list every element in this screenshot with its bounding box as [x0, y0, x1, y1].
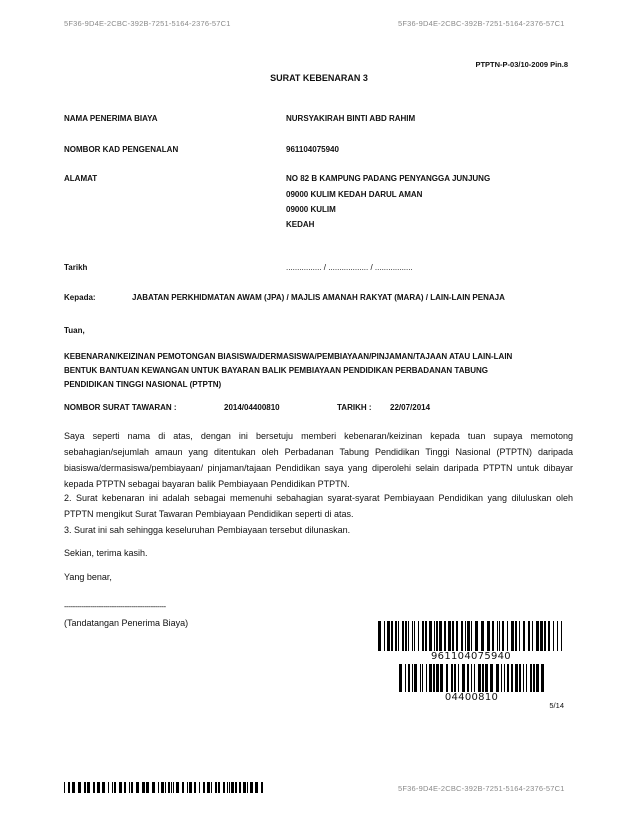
barcode-bar — [152, 782, 155, 793]
barcode-bar — [247, 782, 248, 793]
barcode-bar — [72, 782, 75, 793]
barcode-bar — [511, 621, 514, 651]
form-reference: PTPTN-P-03/10-2009 Pin.8 — [475, 60, 568, 69]
recipient-name-label: NAMA PENERIMA BIAYA — [64, 114, 158, 123]
barcode-bar — [528, 621, 530, 651]
barcode-bar — [398, 621, 399, 651]
barcode-bar — [490, 664, 493, 692]
barcode-bar — [501, 664, 502, 692]
barcode-bar — [391, 621, 393, 651]
kepada-label: Kepada: — [64, 293, 96, 302]
barcode-bar — [444, 621, 446, 651]
offer-barcode — [399, 664, 544, 692]
barcode-bar — [255, 782, 258, 793]
paragraph-2: 2. Surat kebenaran ini adalah sebagai memenuhi sebahagian syarat-syarat Pembiayaan Pendidikan yang diluluskan oleh PTPTN mengikut Surat Tawaran Pembiayaan Pendidikan seperti di atas. — [64, 493, 573, 519]
barcode-bar — [203, 782, 205, 793]
barcode-bar — [399, 664, 402, 692]
ic-number-value: 961104075940 — [286, 145, 339, 154]
barcode-bar — [112, 782, 113, 793]
barcode-bar — [511, 664, 513, 692]
signature-line: ----------------------------------------------- — [64, 602, 166, 611]
barcode-bar — [64, 782, 65, 793]
barcode-bar — [515, 621, 517, 651]
barcode-bar — [243, 782, 246, 793]
barcode-bar — [557, 621, 558, 651]
barcode-bar — [502, 621, 504, 651]
barcode-bar — [507, 664, 509, 692]
barcode-bar — [194, 782, 196, 793]
barcode-bar — [561, 621, 562, 651]
barcode-bar — [229, 782, 230, 793]
barcode-bar — [456, 621, 458, 651]
barcode-bar — [78, 782, 81, 793]
barcode-bar — [412, 621, 413, 651]
barcode-bar — [250, 782, 253, 793]
barcode-bar — [239, 782, 241, 793]
address-label: ALAMAT — [64, 174, 98, 183]
address-line-2: 09000 KULIM KEDAH DARUL AMAN — [286, 190, 423, 199]
barcode-bar — [108, 782, 109, 793]
barcode-bar — [119, 782, 122, 793]
barcode-bar — [519, 621, 520, 651]
closing-thanks: Sekian, terima kasih. — [64, 548, 148, 558]
subject-line-2: BENTUK BANTUAN KEWANGAN UNTUK BAYARAN BALIK PEMBIAYAAN PENDIDIKAN PERBADANAN TABUNG — [64, 366, 489, 375]
signature-label: (Tandatangan Penerima Biaya) — [64, 618, 189, 628]
barcode-bar — [496, 664, 499, 692]
barcode-bar — [436, 621, 438, 651]
barcode-bar — [223, 782, 225, 793]
barcode-bar — [492, 621, 494, 651]
paragraph-3: 3. Surat ini sah sehingga keseluruhan Pembiayaan tersebut dilunaskan. — [64, 525, 351, 535]
barcode-bar — [507, 621, 508, 651]
barcode-bar — [541, 664, 544, 692]
offer-date-value: 22/07/2014 — [390, 403, 431, 412]
closing-regards: Yang benar, — [64, 572, 112, 582]
barcode-bar — [84, 782, 86, 793]
address-line-3: 09000 KULIM — [286, 205, 336, 214]
barcode-bar — [448, 621, 451, 651]
barcode-bar — [165, 782, 166, 793]
barcode-bar — [182, 782, 184, 793]
page-title: SURAT KEBENARAN 3 — [270, 73, 368, 83]
barcode-bar — [261, 782, 263, 793]
barcode-bar — [146, 782, 149, 793]
barcode-bar — [467, 621, 470, 651]
barcode-bar — [429, 621, 432, 651]
barcode-bar — [425, 621, 427, 651]
barcode-bar — [422, 664, 423, 692]
barcode-bar — [199, 782, 200, 793]
barcode-bar — [384, 621, 385, 651]
barcode-bar — [218, 782, 220, 793]
barcode-bar — [451, 664, 453, 692]
barcode-bar — [548, 621, 550, 651]
date-value-blank: ................ / .................. / ................. — [286, 263, 413, 272]
barcode-bar — [114, 782, 116, 793]
barcode-bar — [412, 664, 413, 692]
salutation: Tuan, — [64, 326, 85, 335]
barcode-bar — [482, 664, 484, 692]
barcode-bar — [475, 621, 478, 651]
barcode-bar — [378, 621, 381, 651]
barcode-bar — [471, 621, 472, 651]
barcode-bar — [429, 664, 432, 692]
ic-barcode-text: 961104075940 — [431, 651, 511, 662]
barcode-bar — [519, 664, 521, 692]
subject-line-3: PENDIDIKAN TINGGI NASIONAL (PTPTN) — [64, 380, 222, 389]
barcode-bar — [405, 664, 406, 692]
barcode-bar — [530, 664, 532, 692]
barcode-bar — [461, 621, 463, 651]
barcode-bar — [504, 664, 505, 692]
barcode-bar — [433, 664, 435, 692]
barcode-bar — [544, 621, 546, 651]
barcode-bar — [187, 782, 188, 793]
barcode-bar — [215, 782, 217, 793]
barcode-bar — [158, 782, 159, 793]
barcode-bar — [211, 782, 212, 793]
paragraph-1: Saya seperti nama di atas, dengan ini bersetuju memberi kebenaran/keizinan kepada tuan supaya memotong sebahagian/sejumlah amaun yang ditentukan oleh Perbadanan Tabung Pendidikan Tinggi Nasional (PTPTN) daripada biasiswa/dermasiswa/pembiayaan/ pinjaman/tajaan Pendidikan saya yang diperolehi selain daripada PTPTN untuk dibayar kepada PTPTN sebagai bayaran balik Pembiayaan Pendidikan PTPTN. — [64, 431, 573, 489]
barcode-bar — [408, 664, 410, 692]
barcode-bar — [231, 782, 234, 793]
barcode-bar — [439, 621, 442, 651]
barcode-bar — [481, 621, 484, 651]
barcode-bar — [426, 664, 427, 692]
offer-number-label: NOMBOR SURAT TAWARAN : — [64, 403, 177, 412]
barcode-bar — [207, 782, 210, 793]
barcode-bar — [142, 782, 145, 793]
barcode-bar — [536, 621, 539, 651]
barcode-bar — [446, 664, 448, 692]
barcode-bar — [474, 664, 475, 692]
barcode-bar — [458, 664, 459, 692]
barcode-bar — [422, 621, 424, 651]
barcode-bar — [467, 664, 469, 692]
barcode-bar — [414, 664, 417, 692]
barcode-bar — [87, 782, 90, 793]
barcode-bar — [129, 782, 130, 793]
ic-barcode — [378, 621, 564, 651]
barcode-bar — [478, 664, 481, 692]
barcode-bar — [487, 621, 490, 651]
barcode-bar — [168, 782, 170, 793]
barcode-bar — [452, 621, 454, 651]
barcode-bar — [553, 621, 554, 651]
barcode-bar — [471, 664, 472, 692]
document-code-left: 5F36-9D4E-2CBC-392B-7251-5164-2376-57C1 — [64, 19, 231, 28]
date-label: Tarikh — [64, 263, 88, 272]
barcode-bar — [515, 664, 518, 692]
kepada-value: JABATAN PERKHIDMATAN AWAM (JPA) / MAJLIS AMANAH RAKYAT (MARA) / LAIN-LAIN PENAJA — [132, 293, 505, 302]
page-number: 5/14 — [549, 701, 564, 710]
barcode-bar — [414, 621, 415, 651]
barcode-bar — [436, 664, 439, 692]
barcode-bar — [454, 664, 456, 692]
footer-barcode — [64, 782, 264, 793]
barcode-bar — [189, 782, 192, 793]
barcode-bar — [124, 782, 126, 793]
barcode-bar — [499, 621, 500, 651]
barcode-bar — [434, 621, 435, 651]
footer-document-code: 5F36-9D4E-2CBC-392B-7251-5164-2376-57C1 — [398, 784, 565, 793]
barcode-bar — [93, 782, 95, 793]
barcode-bar — [176, 782, 179, 793]
barcode-bar — [536, 664, 539, 692]
barcode-bar — [402, 621, 404, 651]
barcode-bar — [102, 782, 105, 793]
offer-number-value: 2014/04400810 — [224, 403, 280, 412]
recipient-name-value: NURSYAKIRAH BINTI ABD RAHIM — [286, 114, 416, 123]
subject-line-1: KEBENARAN/KEIZINAN PEMOTONGAN BIASISWA/DERMASISWA/PEMBIAYAAN/PINJAMAN/TAJAAN ATAU LAIN-LAIN — [64, 352, 513, 361]
barcode-bar — [387, 621, 390, 651]
letter-subject — [64, 350, 584, 392]
barcode-bar — [131, 782, 133, 793]
address-line-4: KEDAH — [286, 220, 315, 229]
barcode-bar — [418, 621, 419, 651]
barcode-bar — [440, 664, 443, 692]
offer-date-label: TARIKH : — [337, 403, 372, 412]
barcode-bar — [235, 782, 237, 793]
barcode-bar — [497, 621, 498, 651]
barcode-bar — [540, 621, 543, 651]
barcode-bar — [227, 782, 228, 793]
barcode-bar — [465, 621, 466, 651]
barcode-bar — [420, 664, 421, 692]
document-code-right: 5F36-9D4E-2CBC-392B-7251-5164-2376-57C1 — [398, 19, 565, 28]
ic-number-label: NOMBOR KAD PENGENALAN — [64, 145, 179, 154]
barcode-bar — [161, 782, 164, 793]
barcode-bar — [173, 782, 174, 793]
barcode-bar — [532, 621, 533, 651]
barcode-bar — [533, 664, 535, 692]
barcode-bar — [395, 621, 397, 651]
barcode-bar — [526, 664, 527, 692]
barcode-bar — [523, 621, 525, 651]
barcode-bar — [405, 621, 407, 651]
barcode-bar — [136, 782, 139, 793]
address-line-1: NO 82 B KAMPUNG PADANG PENYANGGA JUNJUNG — [286, 174, 491, 183]
barcode-bar — [523, 664, 524, 692]
barcode-bar — [485, 664, 488, 692]
barcode-bar — [68, 782, 70, 793]
barcode-bar — [462, 664, 465, 692]
barcode-bar — [171, 782, 172, 793]
offer-barcode-text: 04400810 — [444, 692, 499, 703]
barcode-bar — [408, 621, 409, 651]
barcode-bar — [97, 782, 100, 793]
